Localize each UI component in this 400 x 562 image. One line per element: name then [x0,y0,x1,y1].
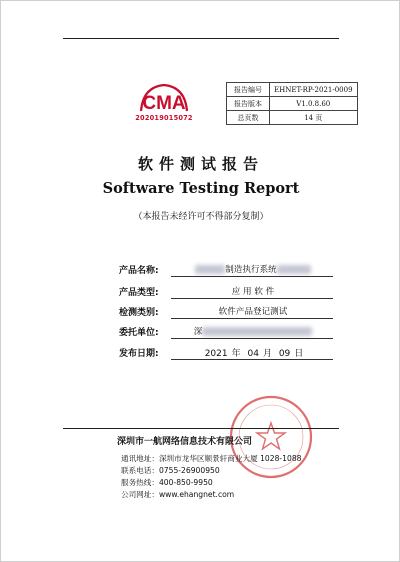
company-address: 通讯地址：深圳市龙华区顺景轩商业大厦 1028-1088 [121,454,302,463]
report-meta-table [226,82,358,125]
date-year-unit: 年 [231,349,241,359]
title-chinese: 软件测试报告 [137,155,264,173]
client-label: 委托单位: [119,328,159,338]
client-value-wrap [177,325,329,337]
copy-notice: （本报告未经许可不得部分复制） [133,212,269,222]
field-underline [171,318,333,319]
release-date-value [171,346,333,359]
field-underline [171,338,333,339]
product-name-value-wrap [177,263,329,275]
redacted-text [202,327,312,336]
redacted-text [277,265,311,274]
date-month: 04 [247,349,259,359]
company-website: 公司网址：www.ehangnet.com [121,490,235,499]
product-name-label: 产品名称: [119,266,159,276]
meta-row [227,83,358,97]
product-name-value: 制造执行系统 [225,265,277,275]
product-type-value: 应 用 软 件 [231,287,275,297]
date-month-unit: 月 [262,349,272,359]
field-underline [171,298,333,299]
bottom-divider [63,428,339,429]
meta-label: 总页数 [227,111,270,125]
meta-value: 14 页 [270,111,358,125]
meta-row [227,97,358,111]
field-underline [171,276,333,277]
test-category-value: 软件产品登记测试 [218,307,288,317]
company-hotline: 服务热线：400-850-9950 [121,478,213,487]
meta-label: 报告编号 [227,83,270,97]
release-date-label: 发布日期: [119,349,159,359]
date-day-unit: 日 [294,349,304,359]
meta-row [227,111,358,125]
cma-logo-text: CMA [142,93,186,114]
top-divider [63,38,339,39]
cma-cert-number: 202019015072 [135,114,193,122]
title-english: Software Testing Report [102,180,300,197]
meta-value: EHNET-RP-2021-0009 [270,83,358,97]
company-name: 深圳市一航网络信息技术有限公司 [117,437,253,447]
product-type-label: 产品类型: [119,288,159,298]
company-phone: 联系电话：0755-26900950 [121,466,220,475]
redacted-text [195,265,225,274]
date-year: 2021 [204,349,228,359]
client-value: 深 [193,327,203,337]
test-category-label: 检测类别: [119,308,159,318]
field-underline [171,359,333,360]
meta-label: 报告版本 [227,97,270,111]
meta-value: V1.0.8.60 [270,97,358,111]
date-day: 09 [278,349,291,359]
